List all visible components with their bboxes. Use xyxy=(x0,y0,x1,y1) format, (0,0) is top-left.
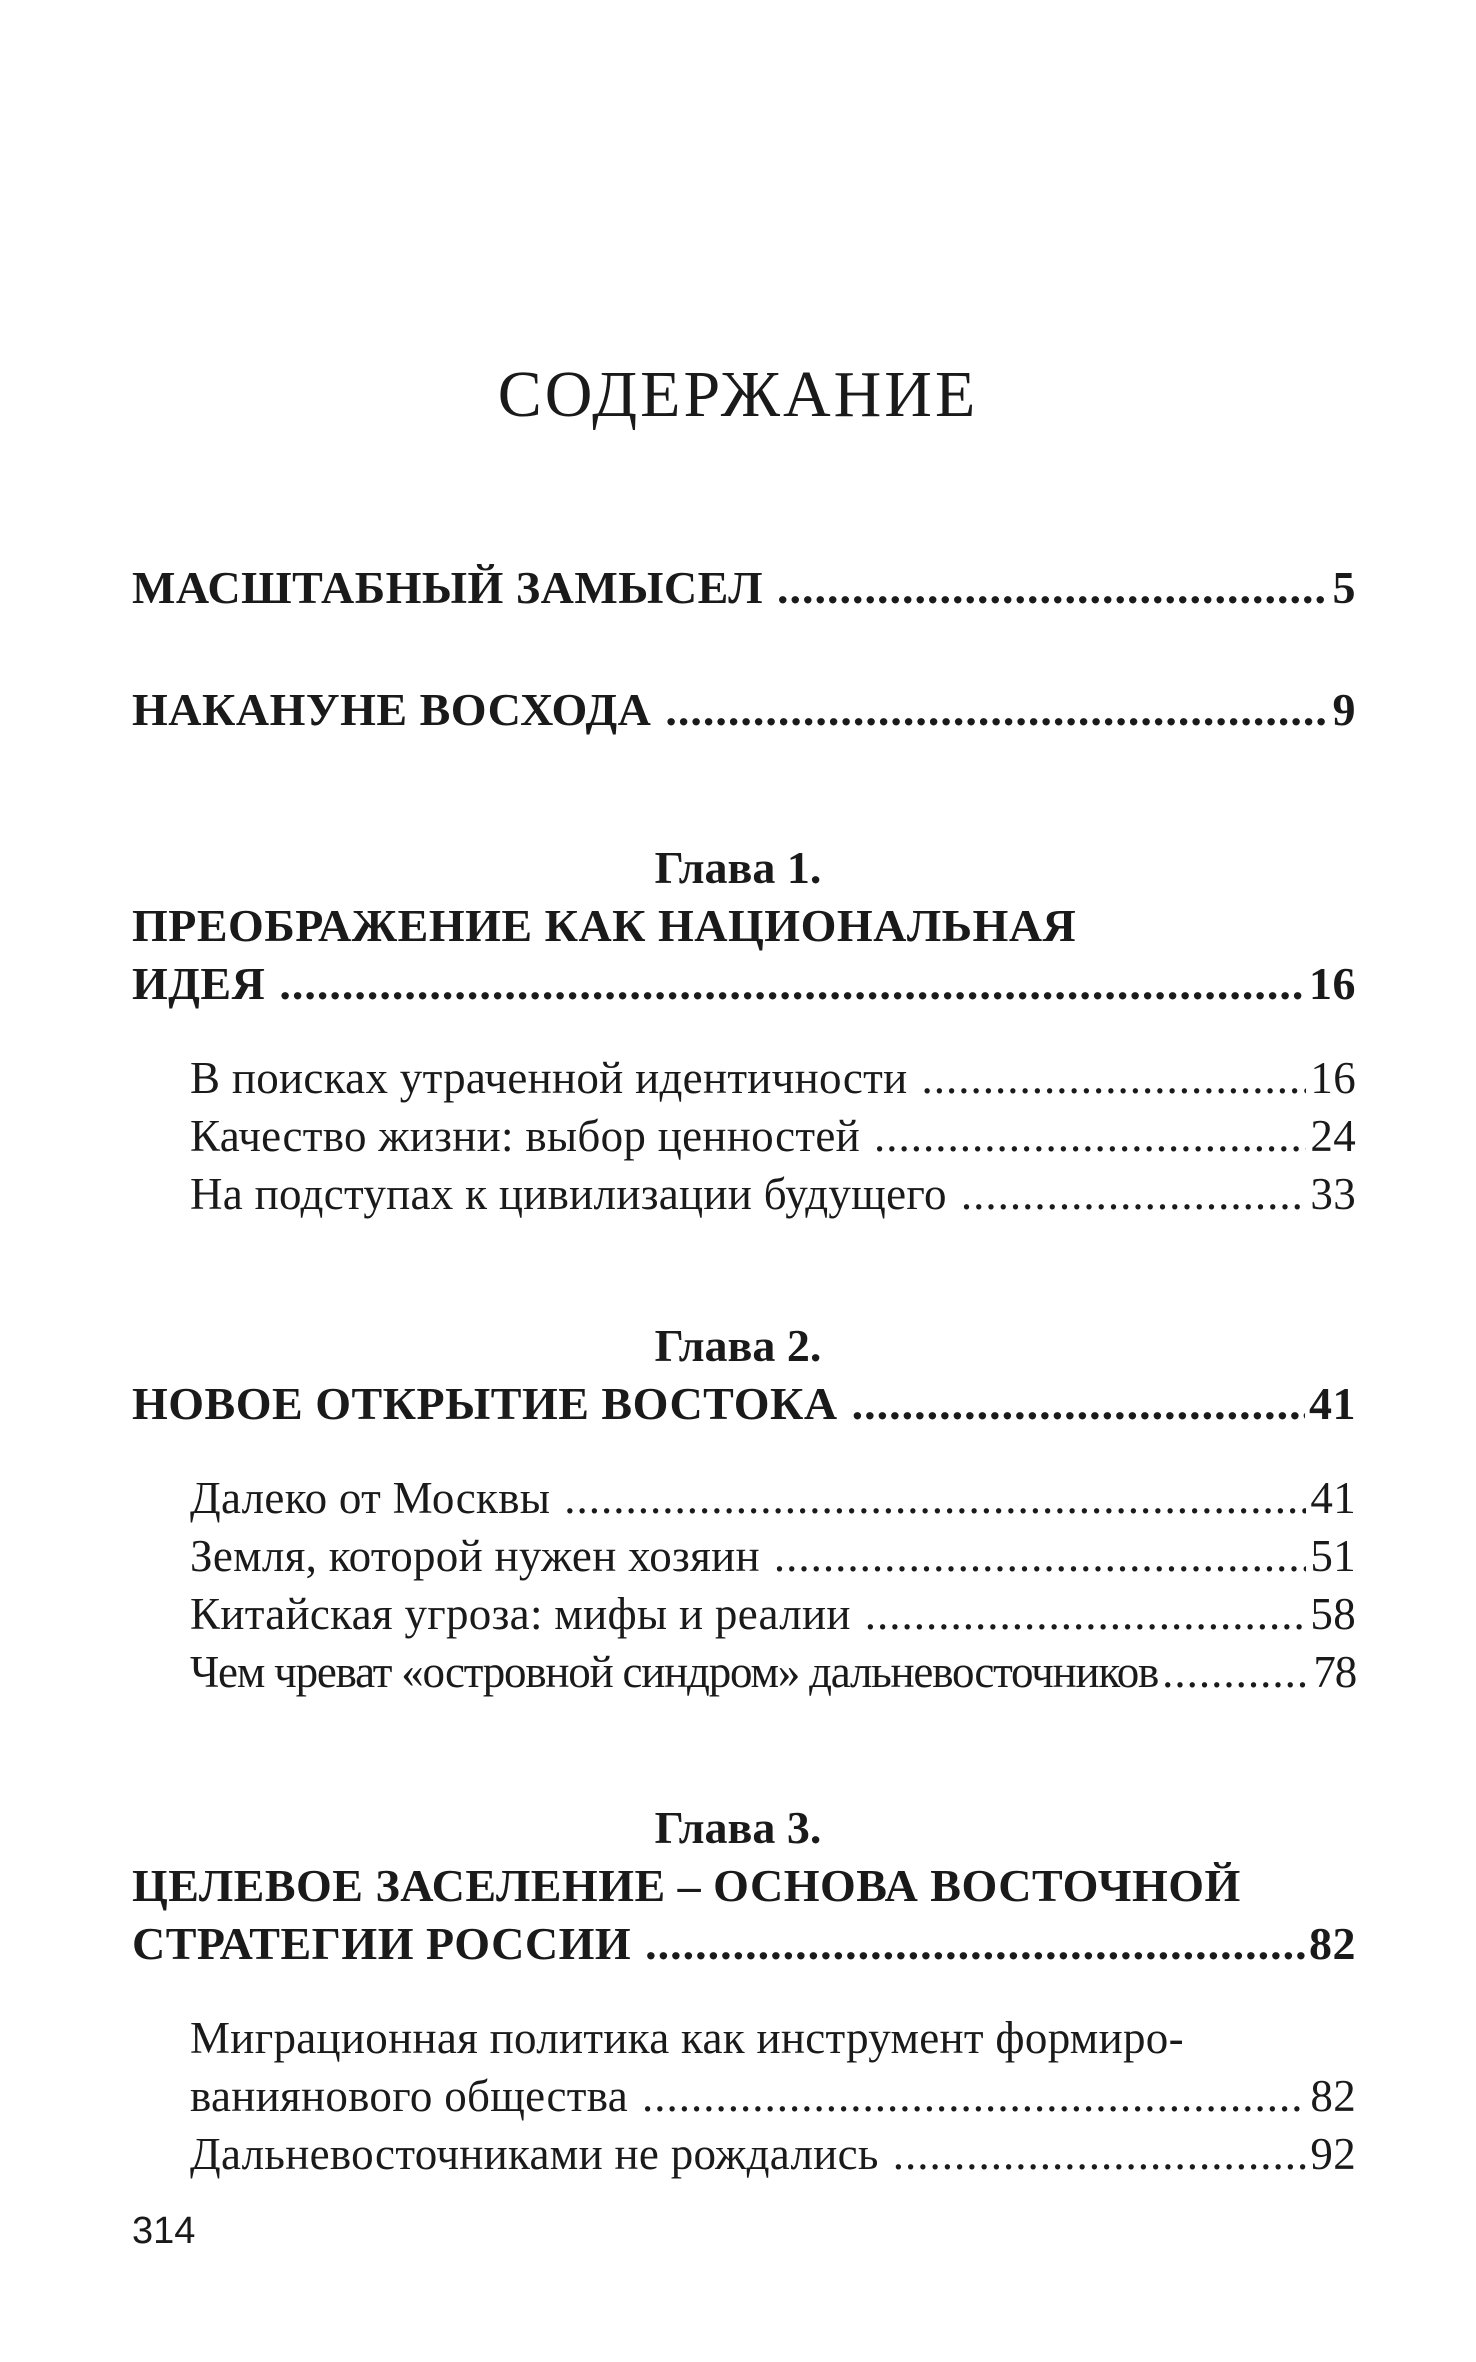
chapter-2-entry[interactable] xyxy=(132,1376,1356,1432)
toc-section[interactable] xyxy=(190,1166,1356,1222)
chapter-3-entry[interactable] xyxy=(132,1916,1356,1972)
dot-leader xyxy=(874,1108,1306,1164)
dot-leader xyxy=(665,682,1328,738)
dot-leader xyxy=(279,956,1305,1012)
toc-section[interactable] xyxy=(190,1586,1356,1642)
chapter-1-title-line2: ИДЕЯ xyxy=(132,958,266,1009)
toc-section[interactable] xyxy=(190,1108,1356,1164)
toc-section-title: Качество жизни: выбор ценностей xyxy=(190,1111,860,1161)
dot-leader xyxy=(564,1470,1306,1526)
chapter-3-title-line2: СТРАТЕГИИ РОССИИ xyxy=(132,1918,632,1969)
dot-leader xyxy=(642,2068,1306,2124)
page-title: СОДЕРЖАНИЕ xyxy=(497,358,979,431)
chapter-1-title-line1: ПРЕОБРАЖЕНИЕ КАК НАЦИОНАЛЬНАЯ xyxy=(132,900,1077,951)
toc-entry-title: НАКАНУНЕ ВОСХОДА xyxy=(132,684,652,735)
chapter-2-label: Глава 2. xyxy=(654,1320,822,1371)
toc-section-page: 78 xyxy=(1313,1647,1356,1697)
toc-entry-page: 9 xyxy=(1332,684,1356,735)
toc-section-title: ваниянового общества xyxy=(190,2071,629,2121)
toc-entry-title: МАСШТАБНЫЙ ЗАМЫСЕЛ xyxy=(132,562,763,613)
toc-section[interactable] xyxy=(190,1050,1356,1106)
toc-section-page: 51 xyxy=(1310,1531,1356,1581)
toc-entry-intro[interactable] xyxy=(132,560,1356,616)
chapter-3-title-line1: ЦЕЛЕВОЕ ЗАСЕЛЕНИЕ – ОСНОВА ВОСТОЧНОЙ xyxy=(132,1860,1241,1911)
toc-entry-page: 41 xyxy=(1309,1378,1356,1429)
dot-leader xyxy=(961,1166,1307,1222)
toc-section-title: Чем чреват «островной синдром» дальневосточников xyxy=(190,1647,1159,1697)
toc-section[interactable] xyxy=(190,2126,1356,2182)
dot-leader xyxy=(777,560,1329,616)
chapter-3-label: Глава 3. xyxy=(654,1802,822,1853)
toc-section-title: Дальневосточниками не рождались xyxy=(190,2129,879,2179)
toc-entry-page: 5 xyxy=(1332,562,1356,613)
chapter-2-title: НОВОЕ ОТКРЫТИЕ ВОСТОКА xyxy=(132,1378,838,1429)
toc-section-title-line1: Миграционная политика как инструмент формиро- xyxy=(190,2013,1184,2063)
dot-leader xyxy=(893,2126,1307,2182)
toc-section-page: 24 xyxy=(1310,1111,1356,1161)
toc-section-page: 82 xyxy=(1310,2071,1356,2121)
dot-leader xyxy=(1162,1644,1309,1700)
dot-leader xyxy=(922,1050,1307,1106)
toc-section-title: В поисках утраченной идентичности xyxy=(190,1053,908,1103)
chapter-1-entry[interactable] xyxy=(132,956,1356,1012)
toc-entry-page: 82 xyxy=(1309,1918,1356,1969)
page-number: 314 xyxy=(132,2210,196,2252)
toc-entry-page: 16 xyxy=(1309,958,1356,1009)
toc-section-page: 92 xyxy=(1310,2129,1356,2179)
dot-leader xyxy=(865,1586,1307,1642)
chapter-1-label: Глава 1. xyxy=(654,842,822,893)
dot-leader xyxy=(645,1916,1305,1972)
toc-section[interactable] xyxy=(190,1528,1356,1584)
toc-section[interactable] xyxy=(190,2068,1356,2124)
toc-entry-eve[interactable] xyxy=(132,682,1356,738)
toc-section[interactable] xyxy=(190,1644,1356,1700)
toc-section-title: Китайская угроза: мифы и реалии xyxy=(190,1589,851,1639)
toc-section-title: Земля, которой нужен хозяин xyxy=(190,1531,760,1581)
toc-section-title: На подступах к цивилизации будущего xyxy=(190,1169,947,1219)
toc-section-page: 41 xyxy=(1310,1473,1356,1523)
toc-section[interactable] xyxy=(190,1470,1356,1526)
toc-section-page: 33 xyxy=(1310,1169,1356,1219)
dot-leader xyxy=(774,1528,1307,1584)
dot-leader xyxy=(852,1376,1305,1432)
toc-section-page: 58 xyxy=(1310,1589,1356,1639)
toc-section-title: Далеко от Москвы xyxy=(190,1473,551,1523)
toc-section-page: 16 xyxy=(1310,1053,1356,1103)
